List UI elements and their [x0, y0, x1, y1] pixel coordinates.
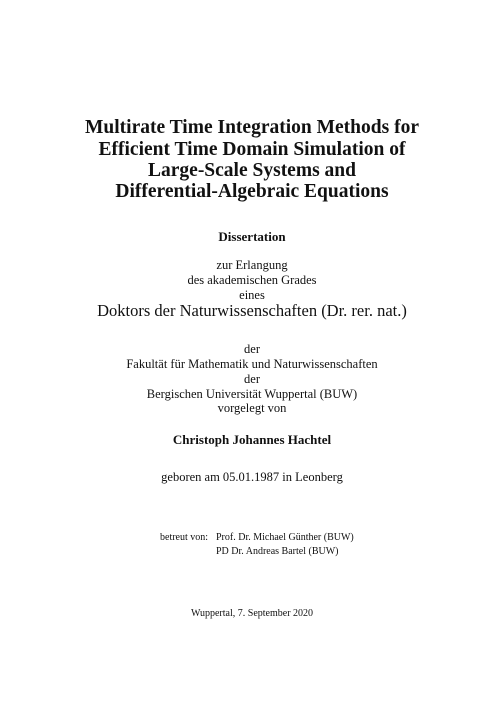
faculty-line-3: der	[244, 372, 260, 386]
birth-info: geboren am 05.01.1987 in Leonberg	[161, 470, 343, 484]
title-line-3: Large-Scale Systems and	[148, 160, 356, 181]
purpose-line-2: des akademischen Grades	[187, 273, 317, 287]
supervision-label: betreut von:	[160, 532, 209, 543]
supervisor-2: PD Dr. Andreas Bartel (BUW)	[216, 546, 339, 557]
faculty-line-2: Fakultät für Mathematik und Naturwissenschaften	[126, 357, 378, 371]
title-line-4: Differential-Algebraic Equations	[115, 181, 389, 202]
place-date: Wuppertal, 7. September 2020	[190, 608, 314, 619]
dissertation-label: Dissertation	[218, 229, 286, 244]
degree-name: Doktors der Naturwissenschaften (Dr. rer. nat.)	[97, 301, 407, 320]
purpose-line-3: eines	[239, 288, 265, 302]
faculty-line-1: der	[244, 342, 260, 356]
supervisor-1: Prof. Dr. Michael Günther (BUW)	[216, 532, 354, 543]
purpose-line-1: zur Erlangung	[216, 258, 288, 272]
title-line-2: Efficient Time Domain Simulation of	[98, 139, 406, 160]
author-name: Christoph Johannes Hachtel	[172, 432, 332, 447]
title-line-1: Multirate Time Integration Methods for	[85, 117, 419, 138]
faculty-line-4: Bergischen Universität Wuppertal (BUW)	[146, 387, 358, 401]
faculty-line-5: vorgelegt von	[217, 401, 287, 415]
